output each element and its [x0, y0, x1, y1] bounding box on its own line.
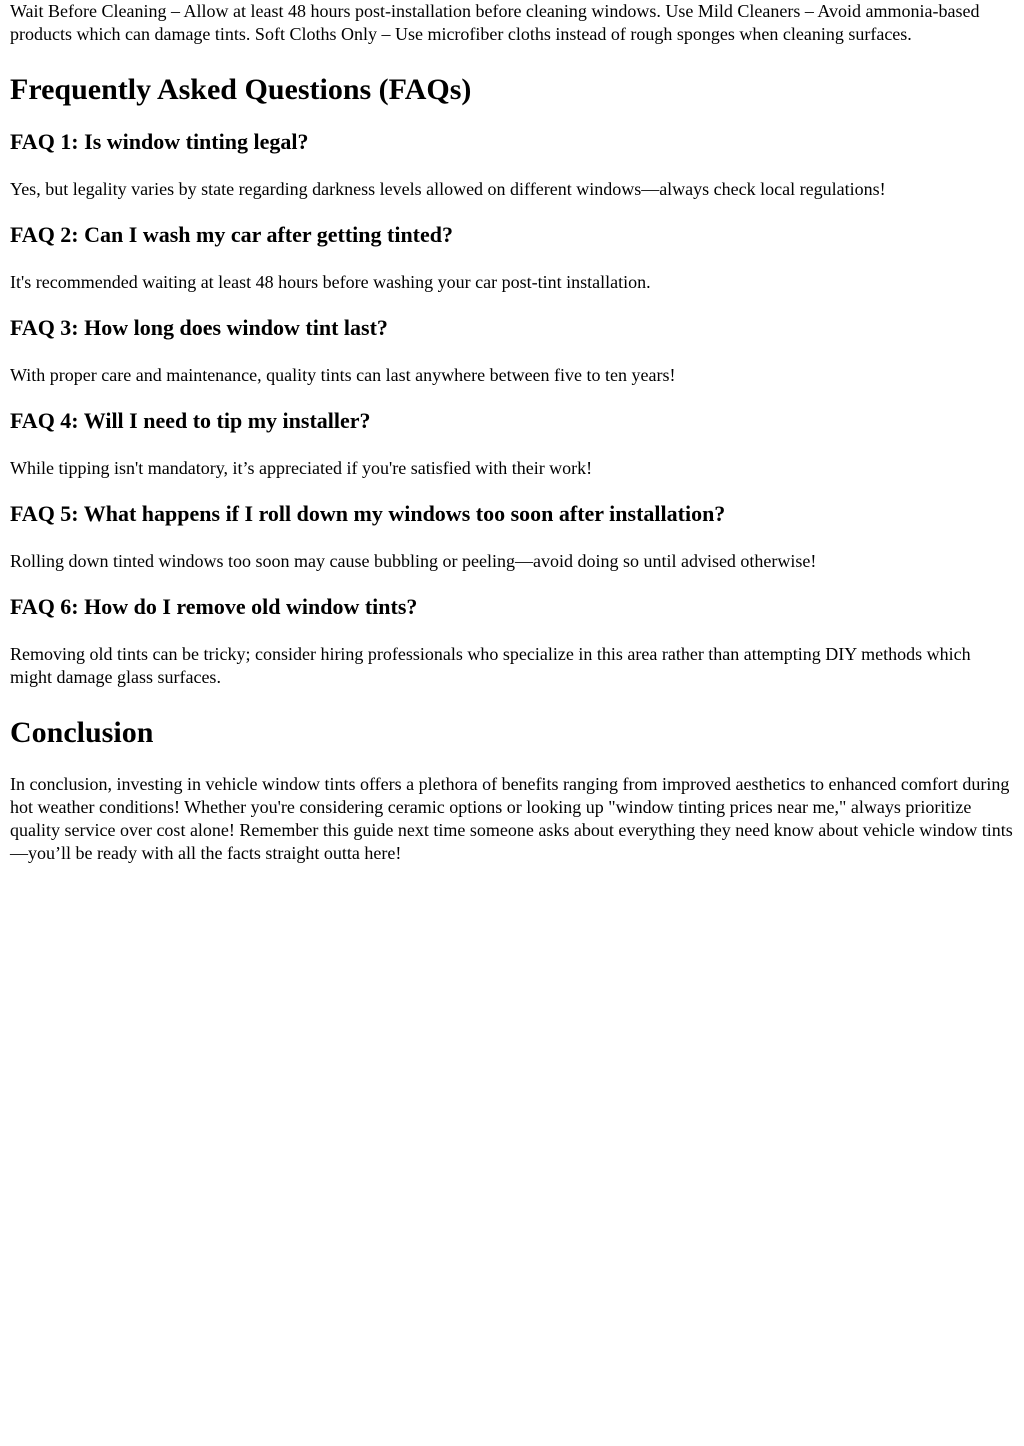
intro-paragraph: Wait Before Cleaning – Allow at least 48 hours post-installation before cleaning windows. Use Mild Cleaners – Avoid ammonia-based products which can damage tints. Soft Cloths Only – Use microfiber cloths instead of rough sponges when cleaning surfaces.: [10, 1, 980, 44]
faq-answer: While tipping isn't mandatory, it’s appreciated if you're satisfied with their work!: [10, 458, 593, 478]
faq-answer: Yes, but legality varies by state regarding darkness levels allowed on different windows—always check local regulations!: [10, 179, 886, 199]
faq-item: [10, 407, 1014, 480]
faq-item: [10, 221, 1014, 294]
faq-section-heading: Frequently Asked Questions (FAQs): [10, 73, 472, 106]
faq-item: [10, 128, 1014, 201]
faq-question: FAQ 1: Is window tinting legal?: [10, 129, 309, 154]
conclusion-heading: Conclusion: [10, 716, 154, 749]
faq-answer: Rolling down tinted windows too soon may cause bubbling or peeling—avoid doing so until advised otherwise!: [10, 551, 817, 571]
faq-answer: It's recommended waiting at least 48 hours before washing your car post-tint installation.: [10, 272, 651, 292]
faq-item: [10, 500, 1014, 573]
faq-question: FAQ 6: How do I remove old window tints?: [10, 594, 418, 619]
faq-item: [10, 593, 1014, 689]
faq-question: FAQ 4: Will I need to tip my installer?: [10, 408, 371, 433]
faq-question: FAQ 5: What happens if I roll down my windows too soon after installation?: [10, 501, 726, 526]
faq-question: FAQ 2: Can I wash my car after getting tinted?: [10, 222, 454, 247]
faq-question: FAQ 3: How long does window tint last?: [10, 315, 388, 340]
faq-answer: Removing old tints can be tricky; consider hiring professionals who specialize in this area rather than attempting DIY methods which might damage glass surfaces.: [10, 644, 971, 687]
faq-answer: With proper care and maintenance, quality tints can last anywhere between five to ten years!: [10, 365, 676, 385]
faq-list: [10, 128, 1014, 689]
conclusion-paragraph: In conclusion, investing in vehicle window tints offers a plethora of benefits ranging from improved aesthetics to enhanced comfort during hot weather conditions! Whether you're considering ceramic options or looking up "window tinting prices near me," always prioritize quality service over cost alone! Remember this guide next time someone asks about everything they need know about vehicle window tints—you’ll be ready with all the facts straight outta here!: [10, 774, 1013, 863]
faq-item: [10, 314, 1014, 387]
